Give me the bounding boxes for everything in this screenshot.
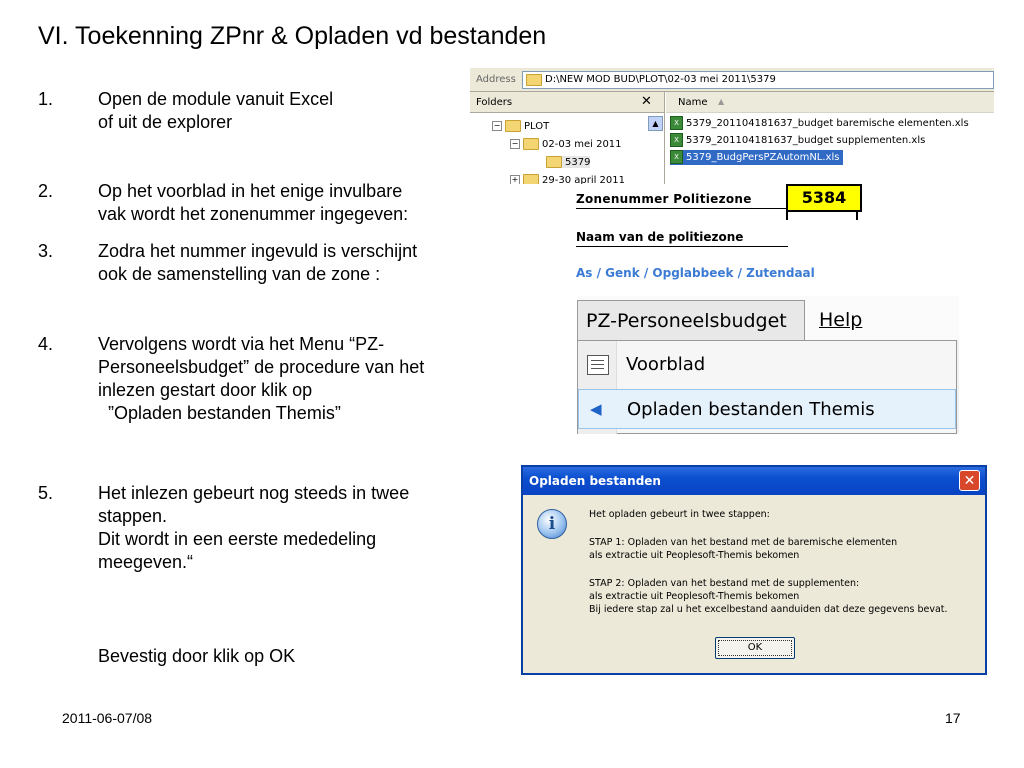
tree-item-label: 5379: [565, 157, 591, 168]
address-bar: [470, 68, 994, 92]
name-column-header[interactable]: [666, 92, 994, 113]
item-line: Open de module vanuit Excel: [98, 89, 334, 109]
dialog-title-bar: [523, 467, 985, 495]
zone-composition: As / Genk / Opglabbeek / Zutendaal: [576, 266, 815, 280]
address-input[interactable]: [522, 71, 994, 89]
collapse-icon[interactable]: −: [511, 139, 519, 148]
collapse-icon[interactable]: −: [493, 121, 501, 130]
zone-number-input[interactable]: 5384: [786, 184, 862, 212]
explorer-window: [470, 68, 994, 184]
dialog-message-line: Bij iedere stap zal u het excelbestand aanduiden dat deze gegevens bevat.: [589, 604, 948, 615]
slide-title: VI. Toekenning ZPnr & Opladen vd bestanden: [38, 22, 547, 50]
folder-icon: [526, 74, 542, 86]
item-line: Zodra het nummer ingevuld is verschijnt: [98, 241, 418, 261]
item-line: Dit wordt in een eerste mededeling: [98, 529, 377, 549]
help-label: Help: [819, 309, 863, 331]
ok-button[interactable]: [715, 637, 795, 659]
dialog-close-button[interactable]: ✕: [959, 470, 980, 491]
file-name: 5379_201104181637_budget baremische elementen.xls: [686, 118, 969, 129]
item-line: ”Opladen bestanden Themis”: [98, 403, 341, 423]
address-label: Address: [476, 74, 516, 85]
excel-menu: [577, 296, 959, 434]
menu-item-label: Voorblad: [626, 354, 706, 375]
item-line: inlezen gestart door klik op: [98, 380, 313, 400]
divider: [576, 246, 788, 247]
name-header-label: Name: [678, 97, 708, 108]
item-line: Op het voorblad in het enige invulbare: [98, 181, 403, 201]
zone-form: [572, 184, 872, 284]
menu-pz-personeelsbudget[interactable]: PZ-Personeelsbudget: [577, 300, 805, 340]
tree-item-plot[interactable]: [492, 120, 549, 132]
folders-header: [470, 92, 664, 113]
tree-item-5379[interactable]: [546, 156, 590, 168]
item-line: vak wordt het zonenummer ingegeven:: [98, 204, 409, 224]
excel-file-icon: X: [670, 116, 683, 130]
menu-dropdown: [577, 340, 957, 434]
divider: [786, 210, 788, 220]
address-value: D:\NEW MOD BUD\PLOT\02-03 mei 2011\5379: [545, 74, 776, 85]
folders-label: Folders: [476, 97, 513, 108]
sort-ascending-icon: ▲: [718, 97, 725, 106]
excel-file-icon: X: [670, 133, 683, 147]
ok-label: OK: [718, 640, 792, 656]
footer-date: 2011-06-07/08: [62, 710, 153, 726]
document-icon: [587, 355, 609, 375]
list-item-4: [0, 333, 520, 425]
folders-pane: [470, 92, 665, 184]
info-icon: i: [537, 509, 567, 539]
file-row[interactable]: [670, 116, 969, 131]
opladen-dialog: [521, 465, 987, 675]
tree-item-label: PLOT: [524, 121, 550, 132]
zone-number-label: Zonenummer Politiezone: [576, 192, 752, 206]
scroll-up-icon[interactable]: ▲: [648, 116, 663, 131]
item-number: 1.: [38, 89, 54, 109]
confirm-text: Bevestig door klik op OK: [98, 646, 296, 666]
item-line: ook de samenstelling van de zone :: [98, 264, 381, 284]
item-line: of uit de explorer: [98, 112, 233, 132]
item-number: 2.: [38, 181, 54, 201]
item-line: stappen.: [98, 506, 168, 526]
page-number: 17: [945, 710, 961, 726]
tree-item-label: 29-30 april 2011: [542, 175, 626, 184]
item-number: 4.: [38, 334, 54, 354]
menu-item-opladen-themis[interactable]: [578, 389, 956, 429]
item-line: meegeven.“: [98, 552, 194, 572]
list-item-5: [0, 482, 520, 574]
dialog-message-line: STAP 1: Opladen van het bestand met de baremische elementen: [589, 537, 898, 548]
dialog-message-line: als extractie uit Peoplesoft-Themis bekomen: [589, 591, 800, 602]
tree-item-label: 02-03 mei 2011: [542, 139, 622, 150]
arrow-left-icon: ◀: [590, 400, 602, 418]
zone-name-label: Naam van de politiezone: [576, 230, 744, 244]
list-item-2: [0, 180, 520, 226]
folder-icon: [523, 138, 539, 150]
list-item-1: [0, 88, 520, 134]
menu-item-label: Opladen bestanden Themis: [627, 399, 875, 420]
folder-icon: [546, 156, 562, 168]
list-item-3: [0, 240, 520, 286]
folder-icon: [523, 174, 539, 184]
item-number: 3.: [38, 241, 54, 261]
menu-item-voorblad[interactable]: [578, 345, 956, 385]
dialog-title: Opladen bestanden: [529, 474, 661, 488]
divider: [856, 210, 858, 220]
item-number: 5.: [38, 483, 54, 503]
excel-file-icon: X: [670, 150, 683, 164]
dialog-message-line: Het opladen gebeurt in twee stappen:: [589, 509, 770, 520]
menu-help[interactable]: [819, 300, 862, 340]
item-line: Het inlezen gebeurt nog steeds in twee: [98, 483, 410, 503]
item-line: Vervolgens wordt via het Menu “PZ-: [98, 334, 385, 354]
item-line: Personeelsbudget” de procedure van het: [98, 357, 425, 377]
tree-item-2930[interactable]: [510, 174, 625, 184]
file-name: 5379_BudgPersPZAutomNL.xls: [686, 152, 840, 163]
dialog-message-line: STAP 2: Opladen van het bestand met de supplementen:: [589, 578, 860, 589]
expand-icon[interactable]: +: [511, 175, 519, 184]
tree-item-0203[interactable]: [510, 138, 622, 150]
files-pane: [666, 92, 994, 184]
dialog-message-line: als extractie uit Peoplesoft-Themis bekomen: [589, 550, 800, 561]
close-icon[interactable]: ✕: [641, 94, 652, 109]
file-row-selected[interactable]: [670, 150, 843, 165]
file-name: 5379_201104181637_budget supplementen.xls: [686, 135, 926, 146]
folder-icon: [505, 120, 521, 132]
menu-bar: [577, 296, 959, 340]
file-row[interactable]: [670, 133, 925, 148]
